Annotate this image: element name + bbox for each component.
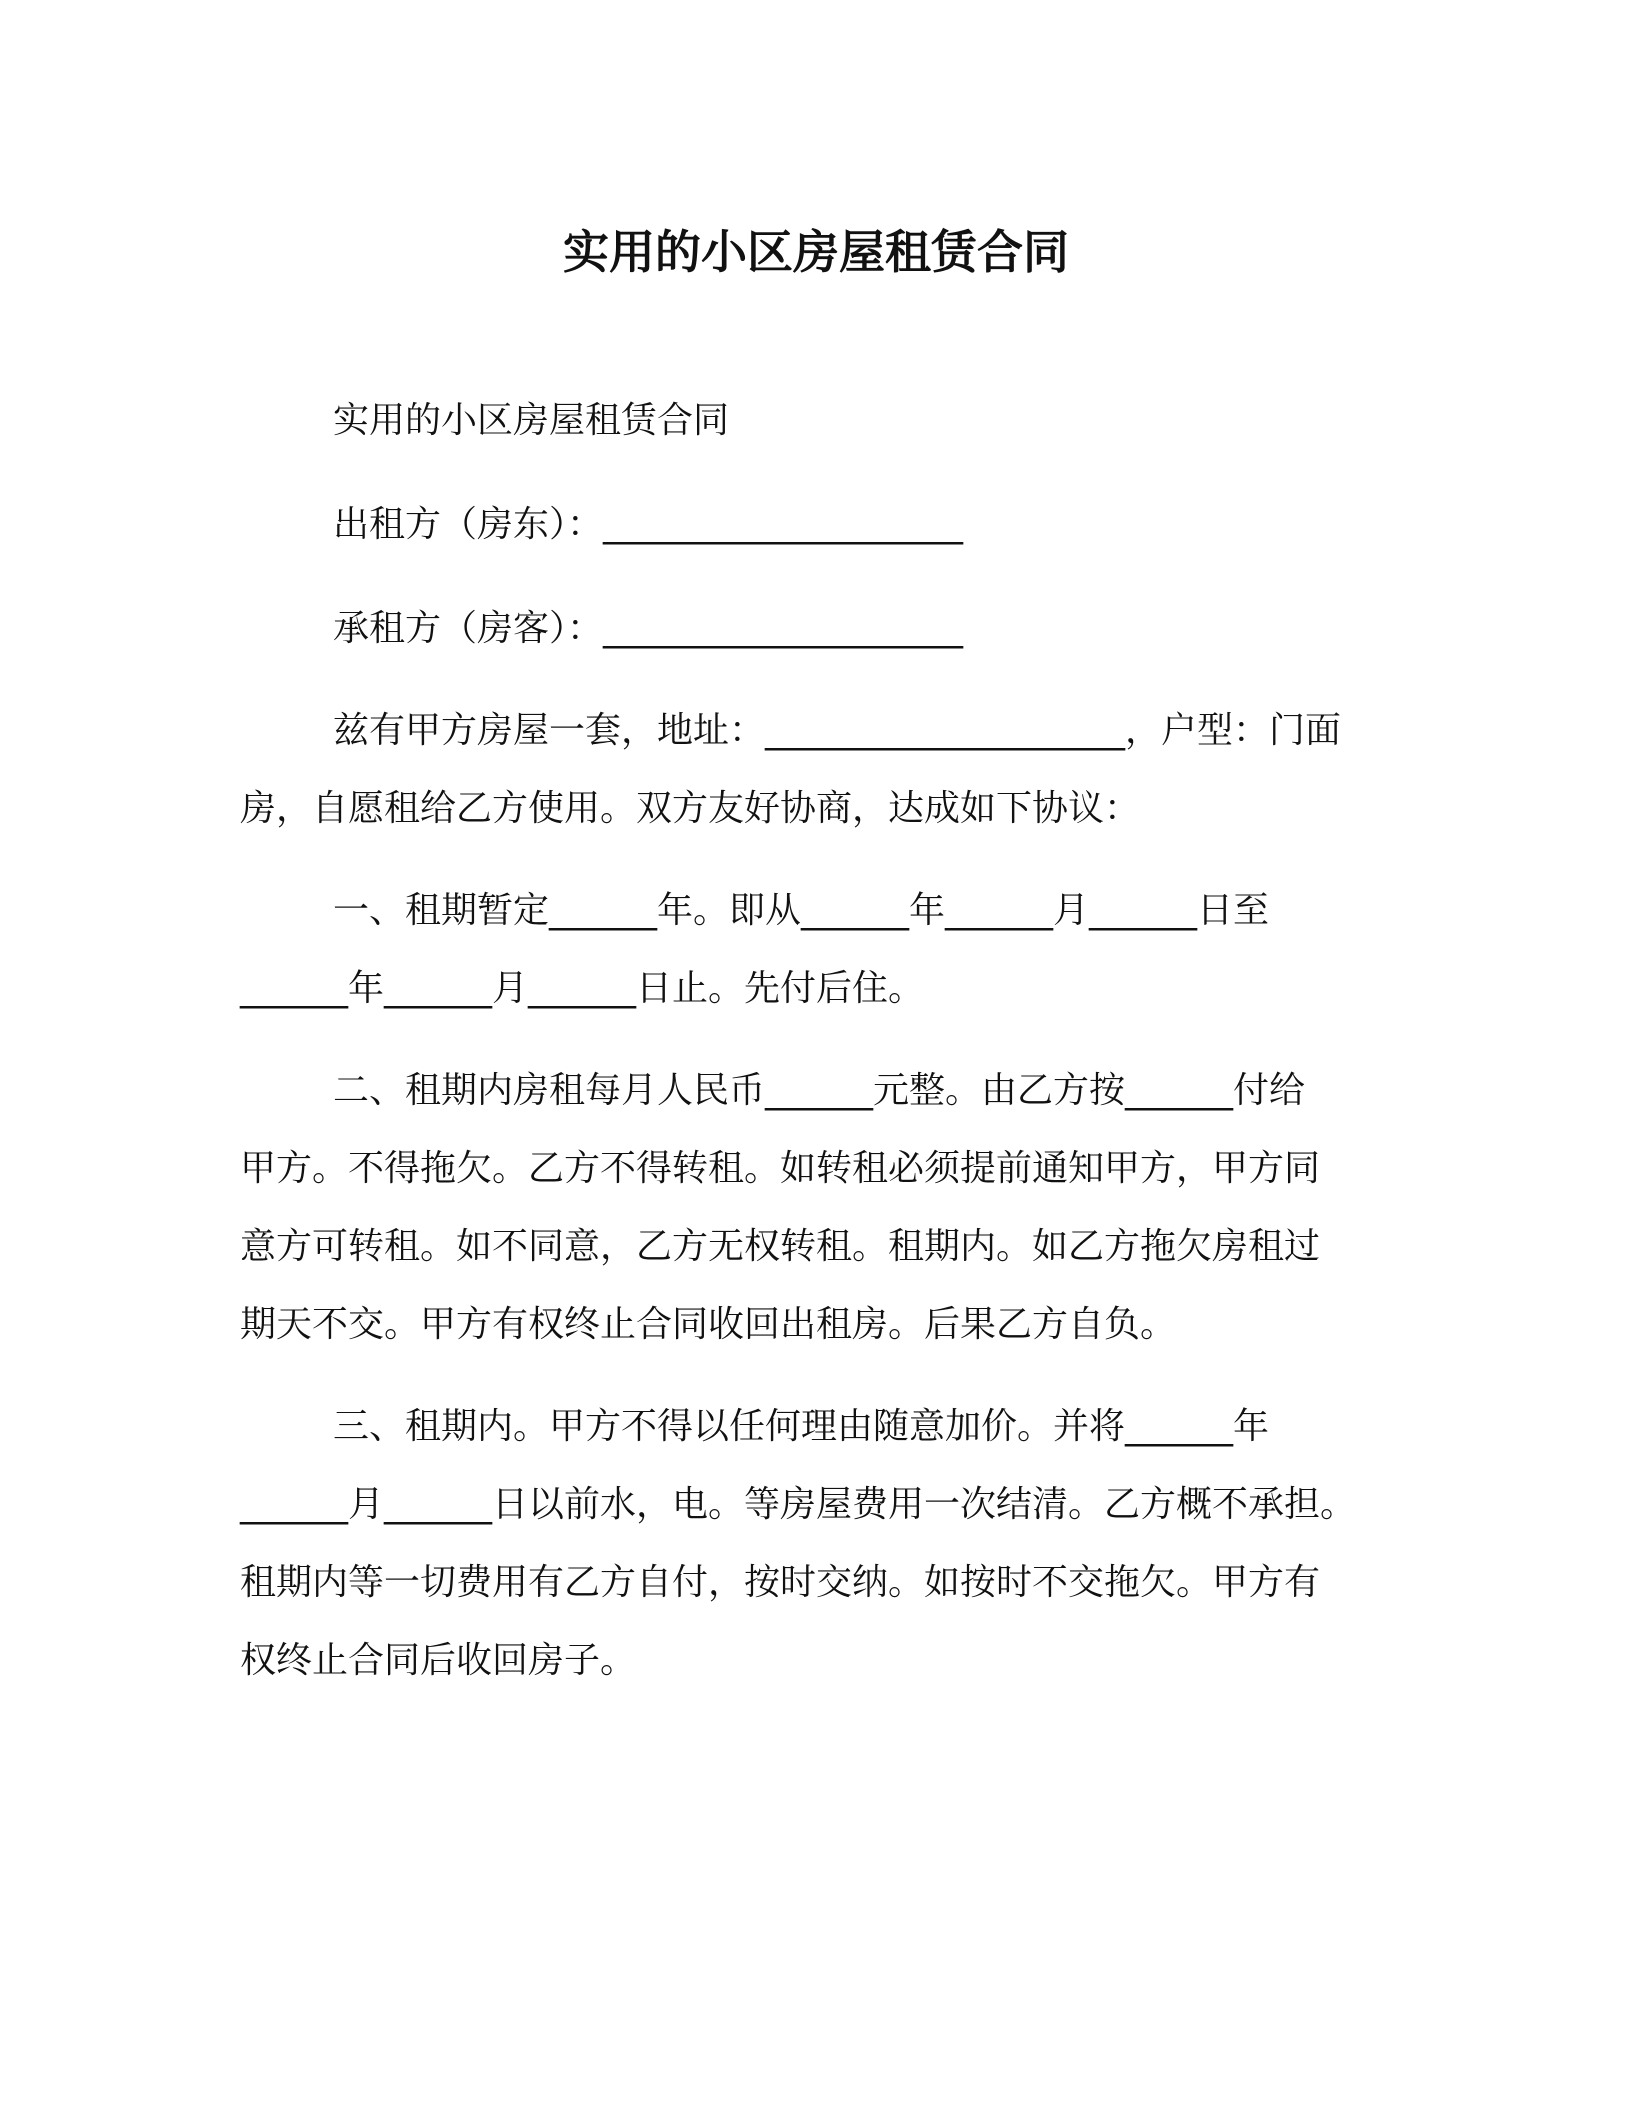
tenant-line: 承租方（房客）：____________________ xyxy=(333,608,964,649)
clause2-line-4: 期天不交。甲方有权终止合同收回出租房。后果乙方自负。 xyxy=(240,1304,1177,1345)
landlord-line: 出租方（房东）：____________________ xyxy=(333,504,964,545)
intro-line-2: 房，自愿租给乙方使用。双方友好协商，达成如下协议： xyxy=(240,788,1141,829)
intro-line-1: 兹有甲方房屋一套，地址：____________________，户型：门面 xyxy=(333,710,1342,751)
clause3-line-3: 租期内等一切费用有乙方自付，按时交纳。如按时不交拖欠。甲方有 xyxy=(240,1562,1321,1603)
clause1-line-1: 一、租期暂定______年。即从______年______月______日至 xyxy=(333,890,1270,931)
clause3-line-4: 权终止合同后收回房子。 xyxy=(240,1640,637,1681)
clause2-line-2: 甲方。不得拖欠。乙方不得转租。如转租必须提前通知甲方，甲方同 xyxy=(240,1148,1321,1189)
document-subtitle: 实用的小区房屋租赁合同 xyxy=(333,400,730,441)
clause2-line-1: 二、租期内房租每月人民币______元整。由乙方按______付给 xyxy=(333,1070,1306,1111)
clause2-line-3: 意方可转租。如不同意，乙方无权转租。租期内。如乙方拖欠房租过 xyxy=(240,1226,1321,1267)
clause1-line-2: ______年______月______日止。先付后住。 xyxy=(240,968,925,1009)
clause3-line-1: 三、租期内。甲方不得以任何理由随意加价。并将______年 xyxy=(333,1406,1270,1447)
document-title: 实用的小区房屋租赁合同 xyxy=(563,225,1069,279)
clause3-line-2: ______月______日以前水，电。等房屋费用一次结清。乙方概不承担。 xyxy=(240,1484,1357,1525)
